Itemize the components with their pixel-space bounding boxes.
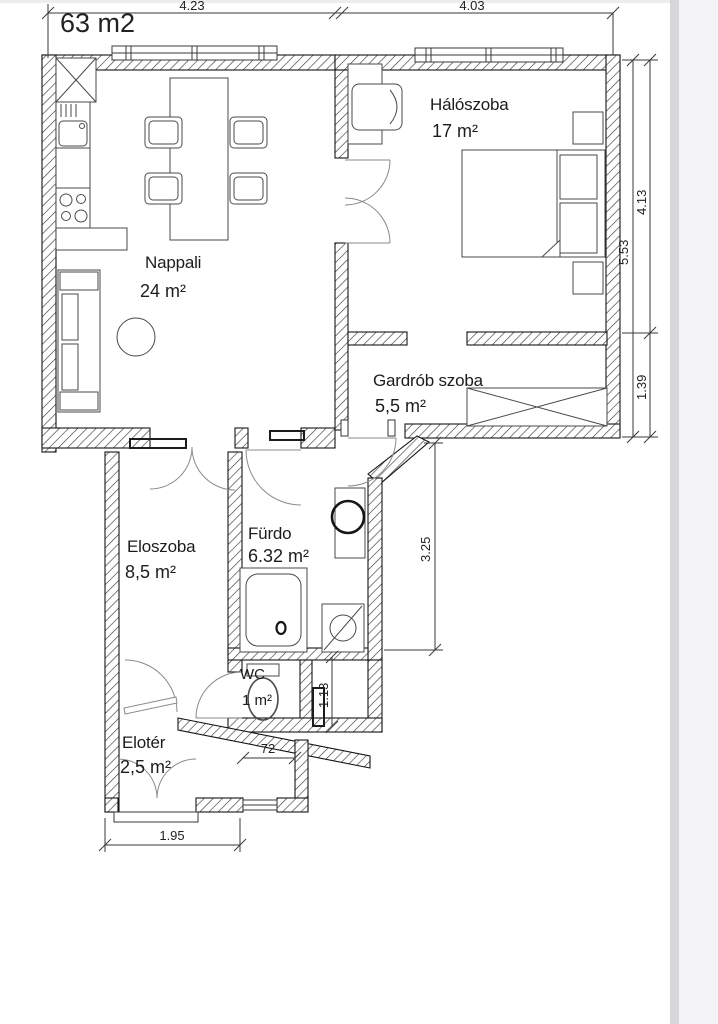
room-area-label: 8,5 m² <box>125 562 177 582</box>
room-area-label: 17 m² <box>432 121 479 141</box>
room-area-label: 1 m² <box>242 692 272 709</box>
sofa-armrest <box>60 272 98 290</box>
wall <box>368 478 382 660</box>
bathtub <box>240 568 307 652</box>
furniture <box>56 58 607 726</box>
room-label: Eloszoba <box>127 537 196 556</box>
wall <box>335 70 348 158</box>
plan-title: 63 m2 <box>60 8 136 38</box>
sofa-cushion <box>62 344 78 390</box>
page-top-edge <box>0 0 718 3</box>
room-label: WC <box>240 666 265 683</box>
room-label: Fürdo <box>248 524 292 543</box>
door-jamb <box>341 420 348 436</box>
dimension-label: 3.25 <box>418 536 433 562</box>
stove <box>56 188 90 228</box>
kitchen-cabinet <box>56 228 127 250</box>
burner <box>62 212 71 221</box>
page-right-margin <box>679 0 718 1024</box>
door-arc <box>196 672 242 718</box>
pillow <box>560 155 597 199</box>
door-leaf <box>124 697 177 714</box>
door-arc <box>150 447 192 489</box>
wall <box>196 798 243 812</box>
room-label: Gardrób szoba <box>373 371 483 390</box>
dimension-label: 4.23 <box>179 0 205 13</box>
door-arc <box>246 450 301 505</box>
wall <box>42 55 56 452</box>
room-area-label: 6.32 m² <box>248 546 310 566</box>
page-right-edge <box>670 0 679 1024</box>
vanity-counter <box>335 488 365 558</box>
kitchen-counter <box>56 148 90 188</box>
sofa <box>58 270 100 412</box>
entry-threshold <box>114 812 198 822</box>
wall <box>105 452 119 812</box>
nightstand <box>573 262 603 294</box>
dimension-label: 5.53 <box>616 239 631 265</box>
pillow <box>560 203 597 253</box>
wall <box>348 332 407 345</box>
room-area-label: 2,5 m² <box>120 757 172 777</box>
room-label: Hálószoba <box>430 95 509 114</box>
burner <box>75 210 87 222</box>
room-area-label: 5,5 m² <box>375 396 427 416</box>
dimension-label: 1.13 <box>316 682 331 708</box>
wall <box>277 798 308 812</box>
dining-table <box>170 78 228 240</box>
burner <box>60 194 72 206</box>
door-jambs <box>341 420 395 436</box>
dimension-label: 1.39 <box>634 374 649 400</box>
sink-drain <box>80 124 85 129</box>
wall <box>301 428 335 448</box>
burner <box>77 195 86 204</box>
coffee-table <box>117 318 155 356</box>
wall <box>235 428 248 448</box>
dimension-label: 72 <box>260 741 276 756</box>
dimension-label: 1.95 <box>159 828 185 843</box>
room-label: Nappali <box>145 253 202 272</box>
wall <box>105 798 118 812</box>
door-jamb <box>388 420 395 436</box>
radiator <box>270 431 304 440</box>
sofa-armrest <box>60 392 98 410</box>
wall <box>228 718 382 732</box>
wall <box>467 332 607 345</box>
sofa-cushion <box>62 294 78 340</box>
dimension-label: 4.03 <box>459 0 485 13</box>
room-label: Elotér <box>122 733 166 752</box>
armchair <box>352 84 402 130</box>
room-area-label: 24 m² <box>140 281 187 301</box>
nightstand <box>573 112 603 144</box>
dimension-label: 4.13 <box>634 189 649 215</box>
wall <box>335 243 348 430</box>
